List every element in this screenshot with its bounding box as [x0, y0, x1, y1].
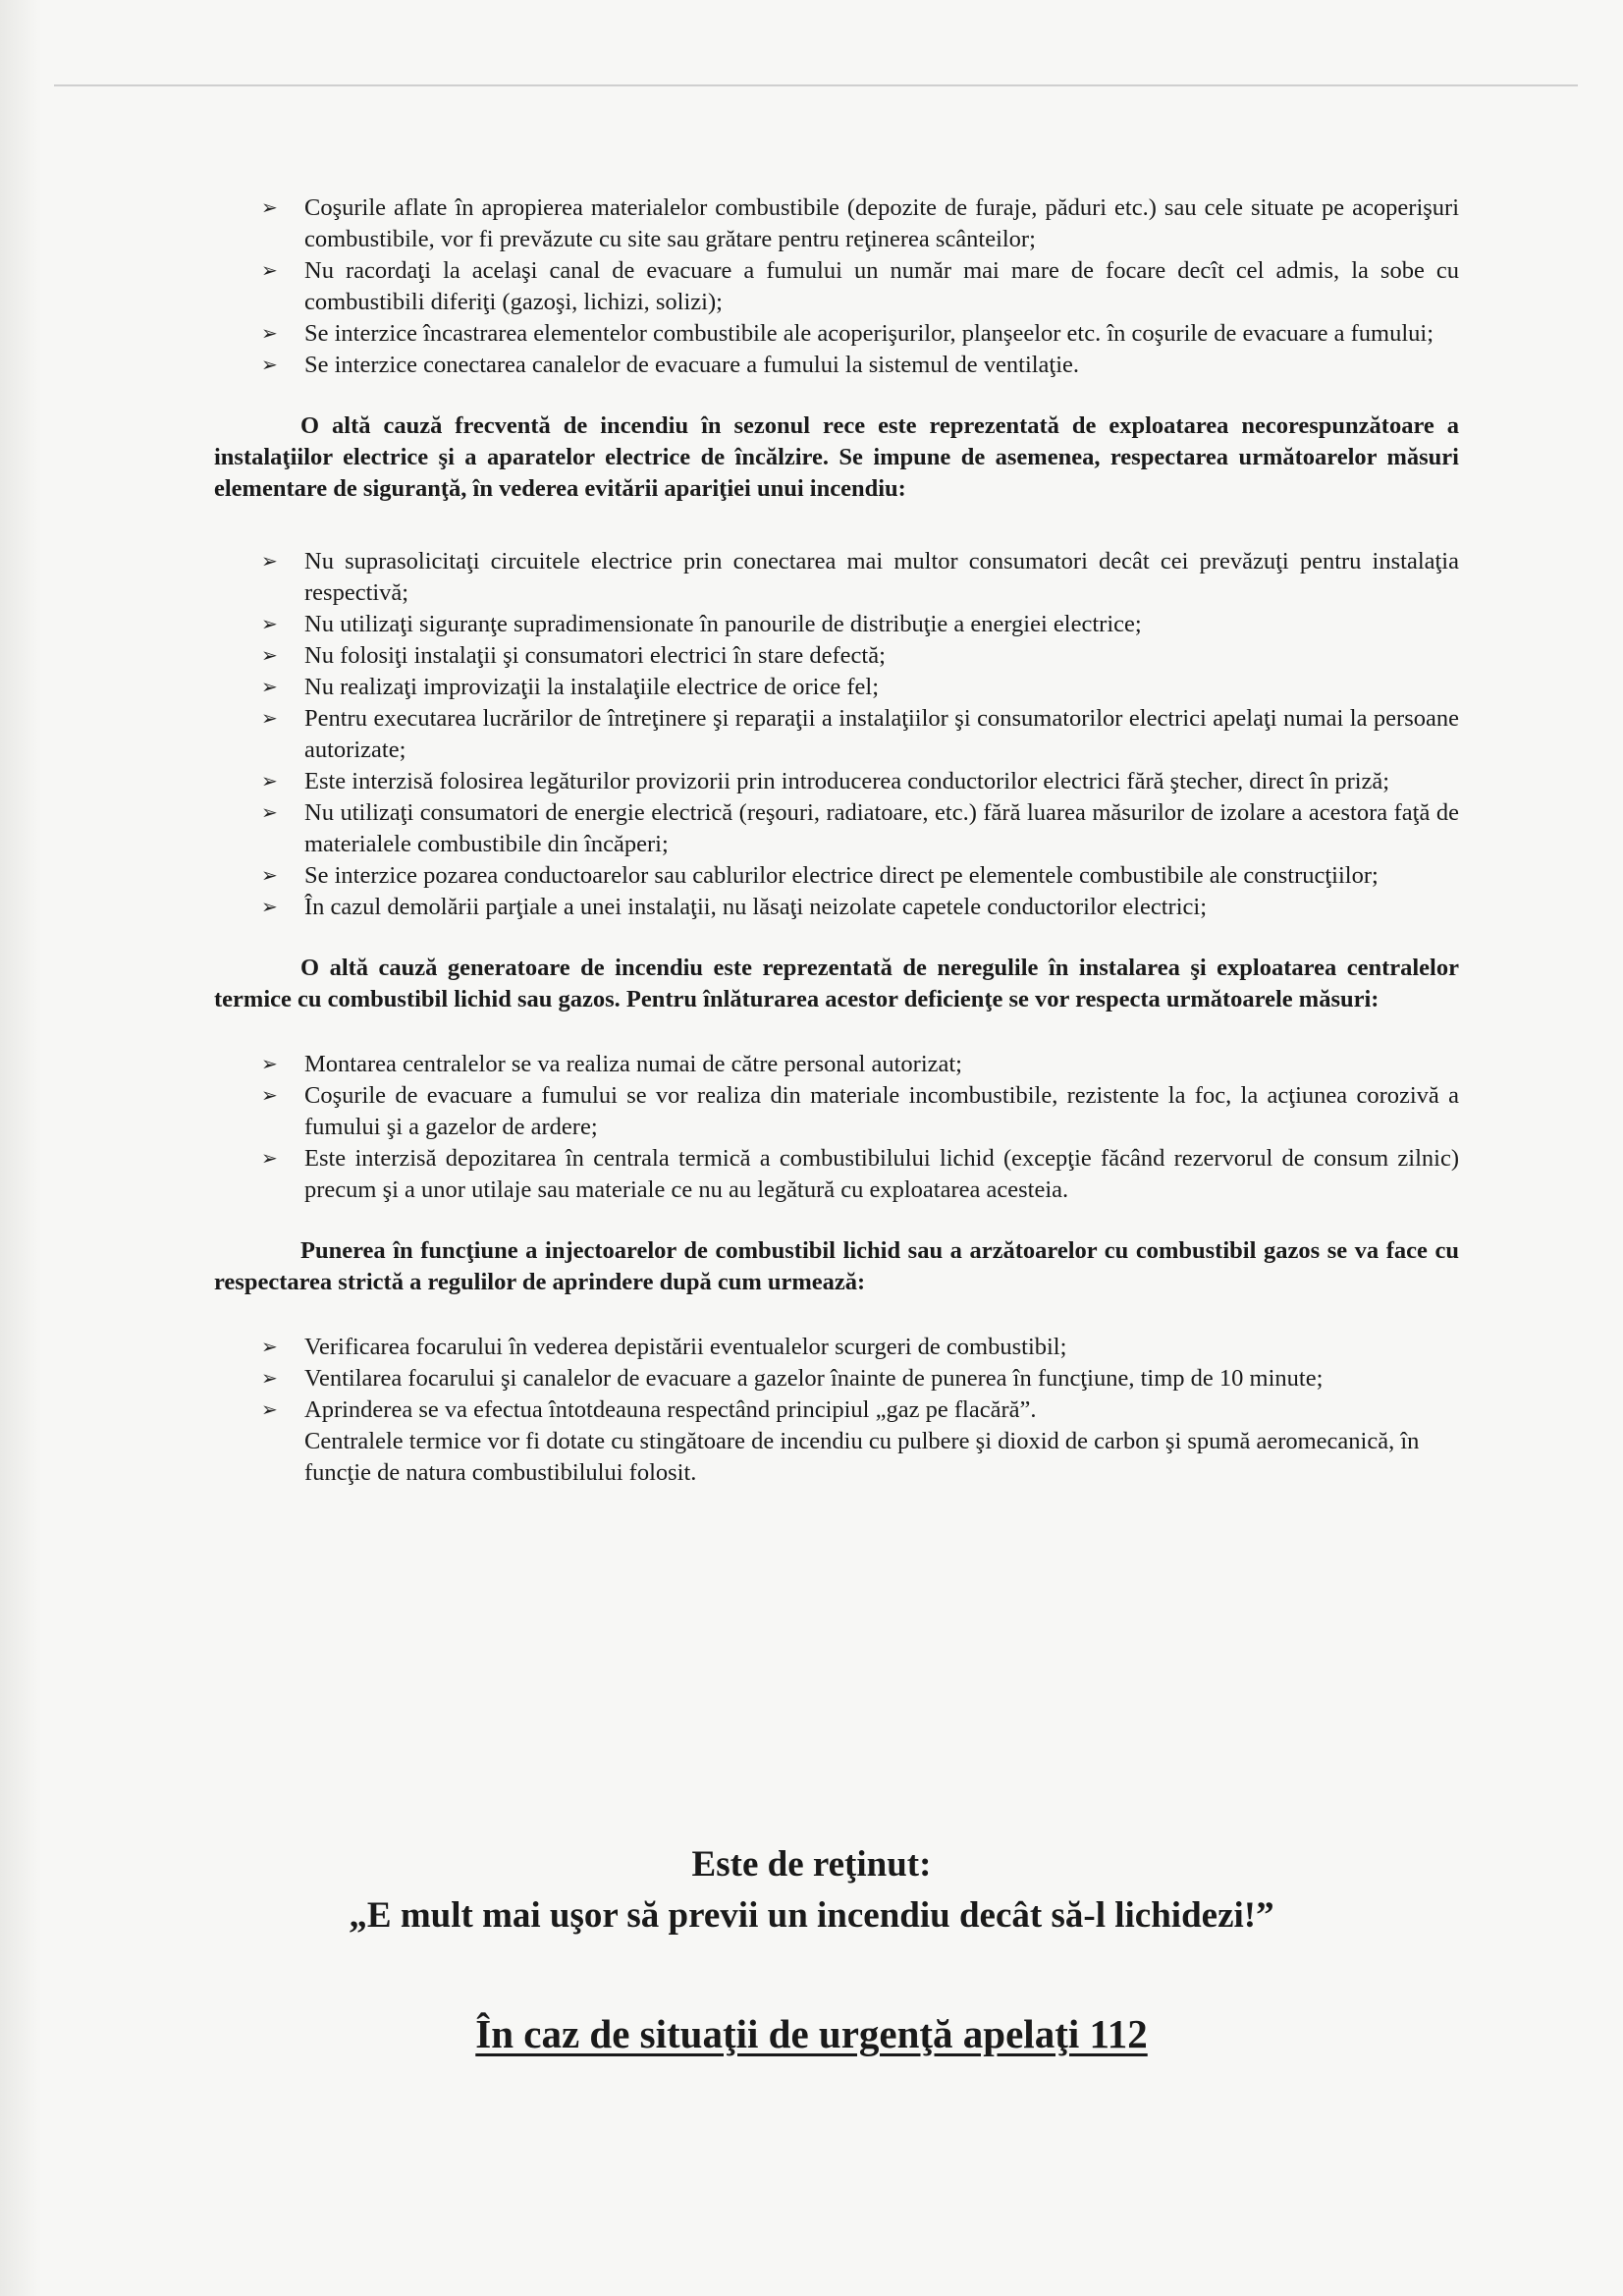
list-item: ➢ Verificarea focarului în vederea depistării eventualelor scurgeri de combustibil; [214, 1332, 1459, 1363]
arrowhead-bullet-icon: ➢ [261, 771, 278, 793]
arrowhead-bullet-icon: ➢ [261, 1399, 278, 1421]
arrowhead-bullet-icon: ➢ [261, 1337, 278, 1358]
emergency-text: În caz de situaţii de urgenţă apelaţi 112 [475, 2011, 1148, 2056]
arrowhead-bullet-icon: ➢ [261, 1085, 278, 1107]
arrowhead-bullet-icon: ➢ [261, 614, 278, 635]
arrowhead-bullet-icon: ➢ [261, 1054, 278, 1075]
document-body [214, 192, 1459, 1489]
list-item: ➢ Se interzice conectarea canalelor de evacuare a fumului la sistemul de ventilaţie. [214, 350, 1459, 381]
list-item: ➢ Nu utilizaţi consumatori de energie electrică (reşouri, radiatoare, etc.) fără luarea măsurilor de izolare a acestora faţă de materialele combustibile din încăperi; [261, 799, 1459, 857]
footer-heading: Este de reţinut: [691, 1844, 932, 1885]
arrowhead-bullet-icon: ➢ [261, 645, 278, 667]
emergency-notice [0, 2009, 1623, 2058]
list-item: ➢ Nu folosiţi instalaţii şi consumatori electrici în stare defectă; [214, 640, 1459, 672]
arrowhead-bullet-icon: ➢ [261, 865, 278, 887]
list-item: ➢ Se interzice încastrarea elementelor combustibile ale acoperişurilor, planşeelor etc. în coşurile de evacuare a fumului; [214, 318, 1459, 350]
section-2-list [214, 546, 1459, 923]
list-item: ➢ Este interzisă folosirea legăturilor provizorii prin introducerea conductorilor electrici fără ştecher, direct în priză; [214, 766, 1459, 797]
arrowhead-bullet-icon: ➢ [261, 260, 278, 282]
scan-top-line [54, 84, 1578, 86]
list-item: ➢ Aprinderea se va efectua întotdeauna respectând principiul „gaz pe flacără”. [214, 1394, 1459, 1426]
section-1-list [214, 192, 1459, 381]
list-item: ➢ Nu realizaţi improvizaţii la instalaţiile electrice de orice fel; [214, 672, 1459, 703]
list-item: ➢ Este interzisă depozitarea în centrala termică a combustibilului lichid (excepţie făcând rezervorul de consum zilnic) precum şi a unor utilaje sau materiale ce nu au legătură cu exploatarea acesteia. [261, 1145, 1459, 1203]
section-3-intro: O altă cauză generatoare de incendiu este reprezentată de neregulile în instalarea şi exploatarea centralelor termice cu combustibil lichid sau gazos. Pentru înlăturarea acestor deficienţe se vor respecta următoarele măsuri: [214, 955, 1459, 1012]
list-item: ➢ Montarea centralelor se va realiza numai de către personal autorizat; [214, 1049, 1459, 1080]
list-item: ➢ În cazul demolării parţiale a unei instalaţii, nu lăsaţi neizolate capetele conductorilor electrici; [214, 892, 1459, 923]
list-item: ➢ Nu utilizaţi siguranţe supradimensionate în panourile de distribuţie a energiei electrice; [214, 609, 1459, 640]
list-item: ➢ Coşurile de evacuare a fumului se vor realiza din materiale incombustibile, rezistente la foc, la acţiunea corozivă a fumului şi a gazelor de ardere; [261, 1082, 1459, 1140]
list-item: ➢ Nu suprasolicitaţi circuitele electrice prin conectarea mai multor consumatori decât cei prevăzuţi pentru instalaţia respectivă; [261, 548, 1459, 606]
arrowhead-bullet-icon: ➢ [261, 197, 278, 219]
footer-quote: „E mult mai uşor să previi un incendiu decât să-l lichidezi!” [349, 1895, 1274, 1936]
section-4-closing: Centralele termice vor fi dotate cu stingătoare de incendiu cu pulbere şi dioxid de carbon şi spumă aeromecanică, în funcţie de natura combustibilului folosit. [304, 1428, 1420, 1486]
arrowhead-bullet-icon: ➢ [261, 1368, 278, 1390]
section-2-intro: O altă cauză frecventă de incendiu în sezonul rece este reprezentată de exploatarea necorespunzătoare a instalaţiilor electrice şi a aparatelor electrice de încălzire. Se impune de asemenea, respectarea următoarelor măsuri elementare de siguranţă, în vederea evitării apariţiei unui incendiu: [214, 412, 1459, 502]
section-4-intro: Punerea în funcţiune a injectoarelor de combustibil lichid sau a arzătoarelor cu combustibil gazos se va face cu respectarea strictă a regulilor de aprindere după cum urmează: [214, 1237, 1459, 1295]
arrowhead-bullet-icon: ➢ [261, 677, 278, 698]
list-item: ➢ Ventilarea focarului şi canalelor de evacuare a gazelor înainte de punerea în funcţiune, timp de 10 minute; [214, 1363, 1459, 1394]
arrowhead-bullet-icon: ➢ [261, 802, 278, 824]
arrowhead-bullet-icon: ➢ [261, 1148, 278, 1170]
arrowhead-bullet-icon: ➢ [261, 551, 278, 573]
list-item: ➢ Pentru executarea lucrărilor de întreţinere şi reparaţii a instalaţiilor şi consumatorilor electrici apelaţi numai la persoane autorizate; [261, 705, 1459, 763]
list-item: ➢ Se interzice pozarea conductoarelor sau cablurilor electrice direct pe elementele combustibile ale construcţiilor; [214, 860, 1459, 892]
list-item: ➢ Nu racordaţi la acelaşi canal de evacuare a fumului un număr mai mare de focare decît cel admis, la sobe cu combustibili diferiţi (gazoşi, lichizi, solizi); [261, 257, 1459, 315]
section-3-list [214, 1049, 1459, 1206]
scan-shadow [0, 0, 41, 2296]
list-item: ➢ Coşurile aflate în apropierea materialelor combustibile (depozite de furaje, păduri etc.) sau cele situate pe acoperişuri combustibile, vor fi prevăzute cu site sau grătare pentru reţinerea scânteilor; [261, 194, 1459, 252]
arrowhead-bullet-icon: ➢ [261, 708, 278, 730]
arrowhead-bullet-icon: ➢ [261, 355, 278, 376]
section-4-list [214, 1332, 1459, 1426]
arrowhead-bullet-icon: ➢ [261, 897, 278, 918]
arrowhead-bullet-icon: ➢ [261, 323, 278, 345]
